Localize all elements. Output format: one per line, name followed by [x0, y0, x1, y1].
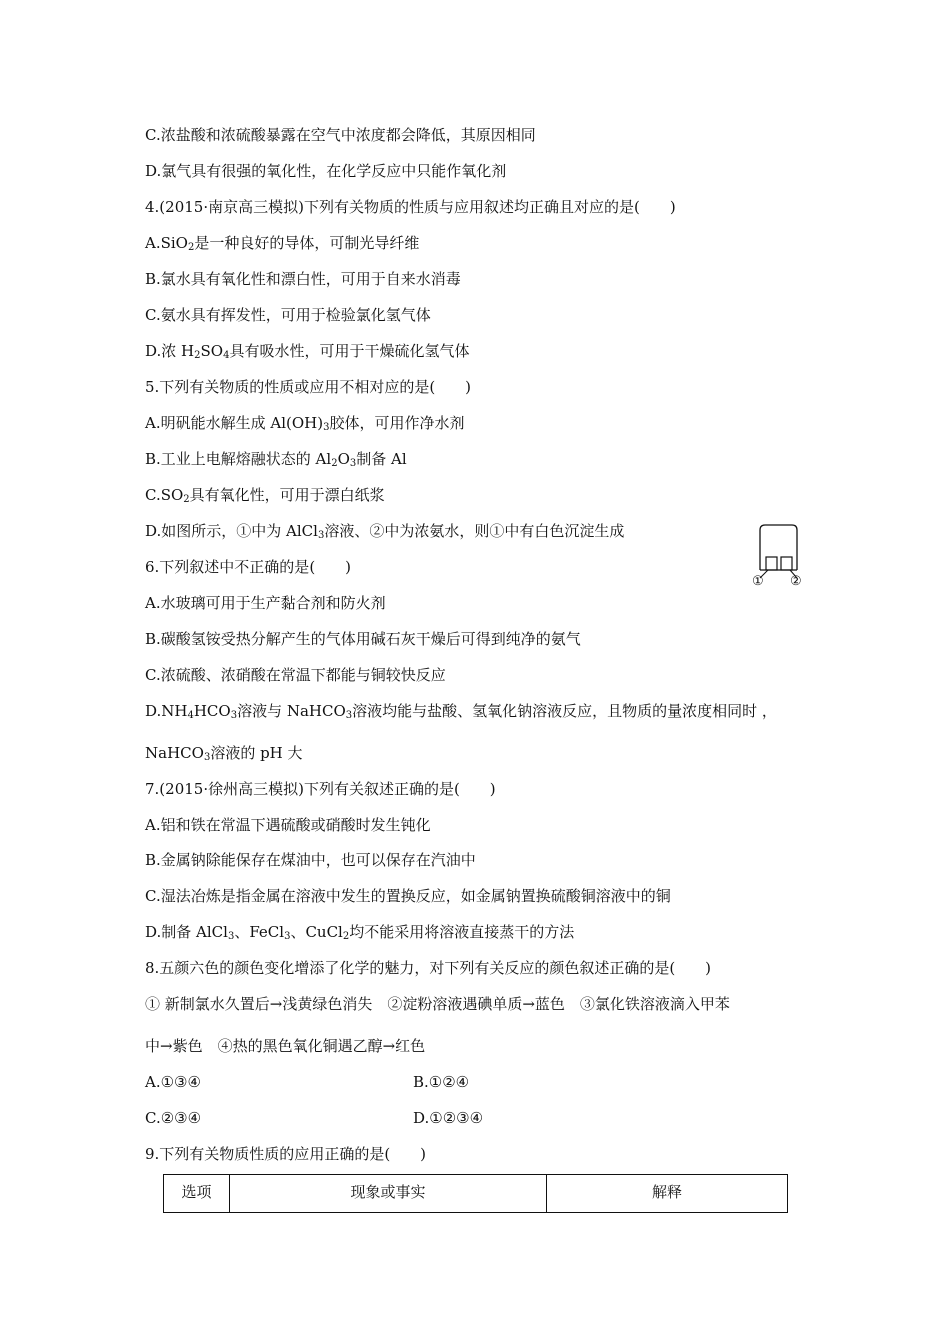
option-5b: B.工业上电解熔融状态的 $Al_2O_3$制备 Al	[145, 450, 407, 469]
table-header-option: 选项	[164, 1175, 230, 1213]
table-header-row	[164, 1175, 788, 1213]
option-8b: B.①②④	[413, 1073, 470, 1091]
question-4: 4.(2015·南京高三模拟)下列有关物质的性质与应用叙述均正确且对应的是( )	[145, 198, 676, 216]
option-6c: C.浓硫酸、浓硝酸在常温下都能与铜较快反应	[145, 666, 446, 684]
option-6d: $D.NH_4HCO_3$溶液与 NaHCO$_3$溶液均能与盐酸、氢氧化钠溶液反应，且物质的量浓度相同时 ，	[145, 702, 777, 721]
question-5: 5.下列有关物质的性质或应用不相对应的是( )	[145, 378, 472, 396]
option-8c: C.②③④	[145, 1109, 202, 1127]
question-8-items-cont: 中→紫色 ④热的黑色氧化铜遇乙醇→红色	[145, 1037, 426, 1055]
option-4a: A.SiO$_2$是一种良好的导体，可制光导纤维	[145, 234, 420, 253]
figure-label-2: ②	[790, 574, 802, 589]
option-7d: D.制备 AlCl$_3$、FeCl$_3$、CuCl$_2$均不能采用将溶液直接蒸干的方法	[145, 923, 575, 942]
option-5c: $C.SO_2$具有氧化性，可用于漂白纸浆	[145, 486, 385, 505]
option-7a: A.铝和铁在常温下遇硫酸或硝酸时发生钝化	[145, 816, 431, 834]
question-9: 9.下列有关物质性质的应用正确的是( )	[145, 1145, 427, 1163]
option-7c: C.湿法冶炼是指金属在溶液中发生的置换反应，如金属钠置换硫酸铜溶液中的铜	[145, 887, 671, 905]
option-6b: B.碳酸氢铵受热分解产生的气体用碱石灰干燥后可得到纯净的氨气	[145, 630, 581, 648]
line-d-q3: D.氯气具有很强的氧化性，在化学反应中只能作氧化剂	[145, 162, 507, 180]
option-6d-cont: NaHCO$_3$溶液的 pH 大	[145, 744, 303, 763]
option-7b: B.金属钠除能保存在煤油中，也可以保存在汽油中	[145, 851, 476, 869]
option-8d: D.①②③④	[413, 1109, 484, 1127]
table-header-fact: 现象或事实	[230, 1175, 547, 1213]
table-header-explanation: 解释	[547, 1175, 788, 1213]
question-8-items: ① 新制氯水久置后→浅黄绿色消失 ②淀粉溶液遇碘单质→蓝色 ③氯化铁溶液滴入甲苯	[145, 995, 730, 1013]
option-4d: D.浓 $H_2SO_4$具有吸水性，可用于干燥硫化氢气体	[145, 342, 470, 361]
question-8: 8.五颜六色的颜色变化增添了化学的魅力，对下列有关反应的颜色叙述正确的是( )	[145, 959, 712, 977]
question-7: 7.(2015·徐州高三模拟)下列有关叙述正确的是( )	[145, 780, 496, 798]
question-6: 6.下列叙述中不正确的是( )	[145, 558, 352, 576]
option-5d: D.如图所示，①中为 AlCl$_3$溶液、②中为浓氨水，则①中有白色沉淀生成	[145, 522, 625, 541]
line-c-q3: C.浓盐酸和浓硫酸暴露在空气中浓度都会降低，其原因相同	[145, 126, 536, 144]
option-6a: A.水玻璃可用于生产黏合剂和防火剂	[145, 594, 386, 612]
option-4c: C.氨水具有挥发性，可用于检验氯化氢气体	[145, 306, 431, 324]
question-9-table	[163, 1174, 788, 1213]
option-5a: A.明矾能水解生成 $Al(OH)_3$胶体，可用作净水剂	[145, 414, 465, 433]
apparatus-figure	[752, 522, 808, 592]
option-8a: A.①③④	[145, 1073, 201, 1091]
figure-label-1: ①	[752, 574, 764, 589]
option-4b: B.氯水具有氧化性和漂白性，可用于自来水消毒	[145, 270, 461, 288]
